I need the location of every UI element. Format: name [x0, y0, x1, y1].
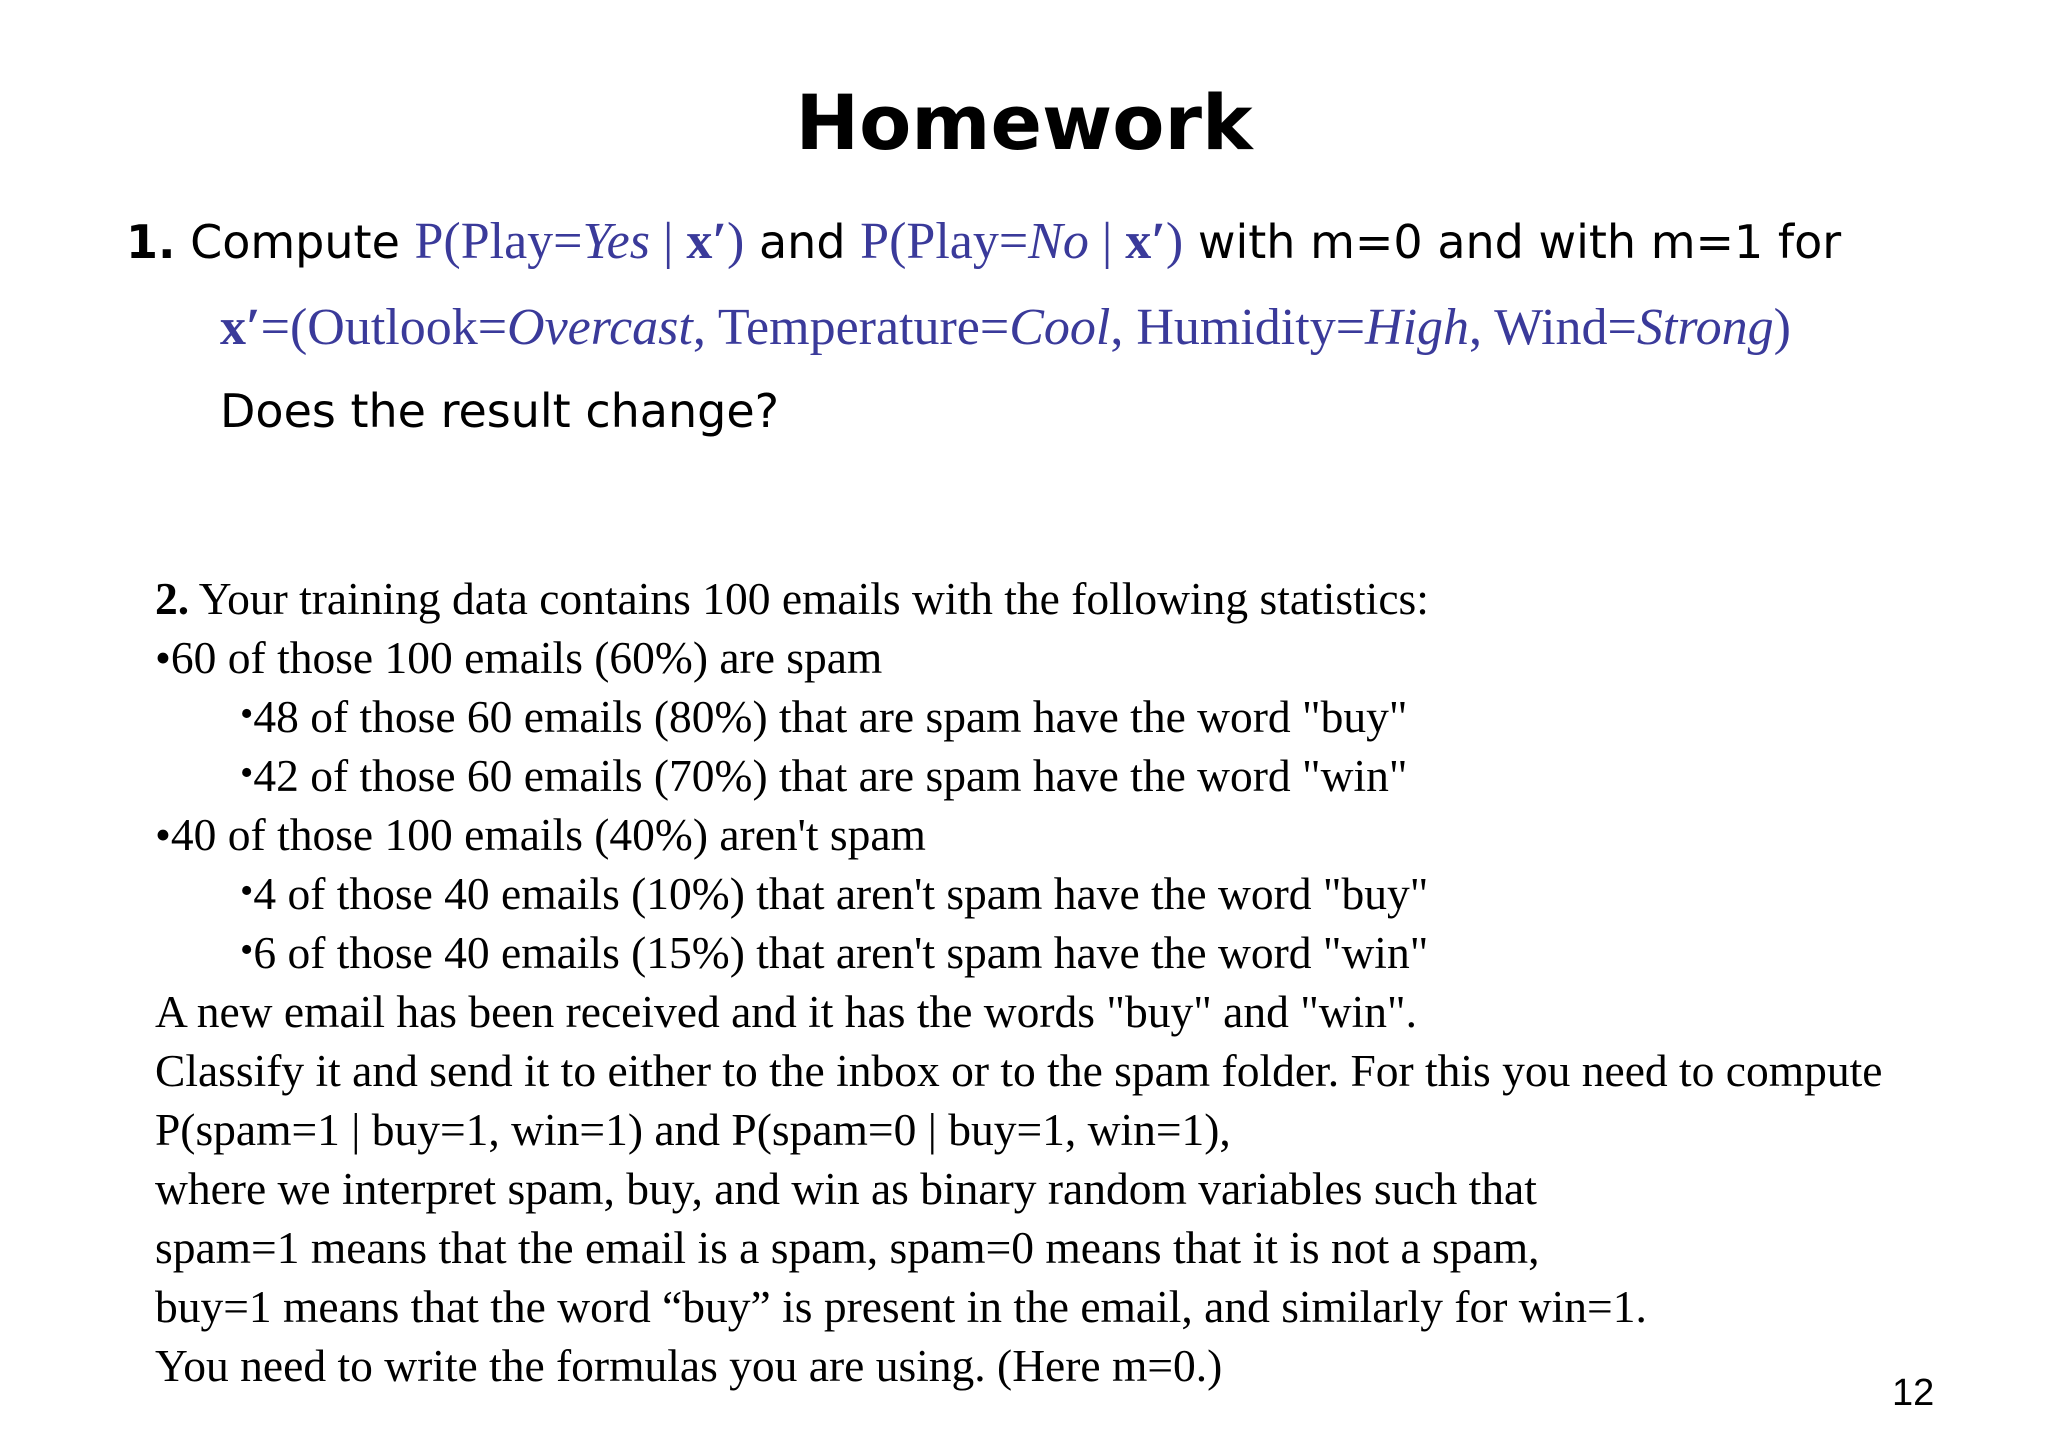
q2-formulas-line: You need to write the formulas you are using. (Here m=0.)	[155, 1340, 1223, 1391]
q1-expr-no-x: x′	[1125, 213, 1166, 270]
q2-buy-meaning-line: buy=1 means that the word “buy” is present in the email, and similarly for win=1.	[155, 1281, 1647, 1332]
q2-ham-stat: •40 of those 100 emails (40%) aren't spam	[155, 809, 926, 860]
q1-x-part-i: )	[1773, 299, 1791, 356]
q1-expr-yes-value: Yes	[582, 213, 650, 270]
q2-ham-win-text: 6 of those 40 emails (15%) that aren't spam have the word "win"	[253, 927, 1429, 978]
q2-new-email-line: A new email has been received and it has the words "buy" and "win".	[155, 986, 1418, 1037]
q2-spam-win-stat	[240, 749, 1407, 802]
q1-compute-text: Compute	[175, 215, 415, 269]
q1-x-symbol: x′	[220, 299, 261, 356]
q2-spam-buy-stat	[240, 690, 1407, 743]
q2-interpret-line: where we interpret spam, buy, and win as binary random variables such that	[155, 1163, 1537, 1214]
q1-x-humidity-value: High	[1365, 299, 1470, 356]
q1-expr-no-bar: |	[1088, 213, 1126, 270]
q2-intro-line	[155, 572, 1429, 625]
q1-expr-no	[860, 213, 1183, 270]
q2-spam-buy-text: 48 of those 60 emails (80%) that are spam have the word "buy"	[253, 691, 1408, 742]
page-number: 12	[1892, 1372, 1935, 1414]
q1-expr-yes-prefix: P(Play=	[414, 213, 583, 270]
q2-spam-win-text: 42 of those 60 emails (70%) that are spam have the word "win"	[253, 750, 1408, 801]
q2-ham-buy-stat	[240, 867, 1428, 920]
q1-expr-no-value: No	[1028, 213, 1089, 270]
bullet-icon: •	[240, 929, 254, 971]
q1-expr-no-prefix: P(Play=	[860, 213, 1029, 270]
q2-classify-line: Classify it and send it to either to the inbox or to the spam folder. For this you need to compute	[155, 1045, 1883, 1096]
q1-number: 1.	[126, 215, 176, 269]
q1-question: Does the result change?	[220, 384, 780, 438]
q1-expr-no-close: )	[1165, 213, 1184, 270]
q2-spam-meaning-line: spam=1 means that the email is a spam, spam=0 means that it is not a spam,	[155, 1222, 1540, 1273]
q1-x-definition	[220, 298, 1791, 357]
q1-x-part-e: , Humidity=	[1110, 299, 1366, 356]
q2-intro-text: Your training data contains 100 emails with the following statistics:	[189, 573, 1429, 624]
q1-x-outlook-value: Overcast	[507, 299, 693, 356]
q2-ham-win-stat	[240, 926, 1428, 979]
bullet-icon: •	[240, 870, 254, 912]
q1-expr-yes-close: )	[727, 213, 745, 270]
q1-tail-text: with m=0 and with m=1 for	[1183, 215, 1842, 269]
q2-spam-stat: •60 of those 100 emails (60%) are spam	[155, 632, 883, 683]
q1-expr-yes-bar: |	[649, 213, 687, 270]
q1-expr-yes-x: x′	[686, 213, 728, 270]
q1-x-part-g: , Wind=	[1469, 299, 1637, 356]
q2-formula-line: P(spam=1 | buy=1, win=1) and P(spam=0 | buy=1, win=1),	[155, 1104, 1231, 1155]
bullet-icon: •	[240, 693, 254, 735]
bullet-icon: •	[240, 752, 254, 794]
q1-x-part-a: =(Outlook=	[260, 299, 508, 356]
slide-title: Homework	[795, 78, 1253, 167]
q1-prompt-line	[126, 212, 1841, 271]
q1-expr-yes	[415, 213, 745, 270]
q1-x-temperature-value: Cool	[1009, 299, 1111, 356]
q2-ham-buy-text: 4 of those 40 emails (10%) that aren't spam have the word "buy"	[253, 868, 1429, 919]
q1-x-wind-value: Strong	[1636, 299, 1774, 356]
q1-and-text: and	[744, 215, 861, 269]
q1-x-part-c: , Temperature=	[692, 299, 1010, 356]
q2-number: 2.	[155, 573, 190, 624]
